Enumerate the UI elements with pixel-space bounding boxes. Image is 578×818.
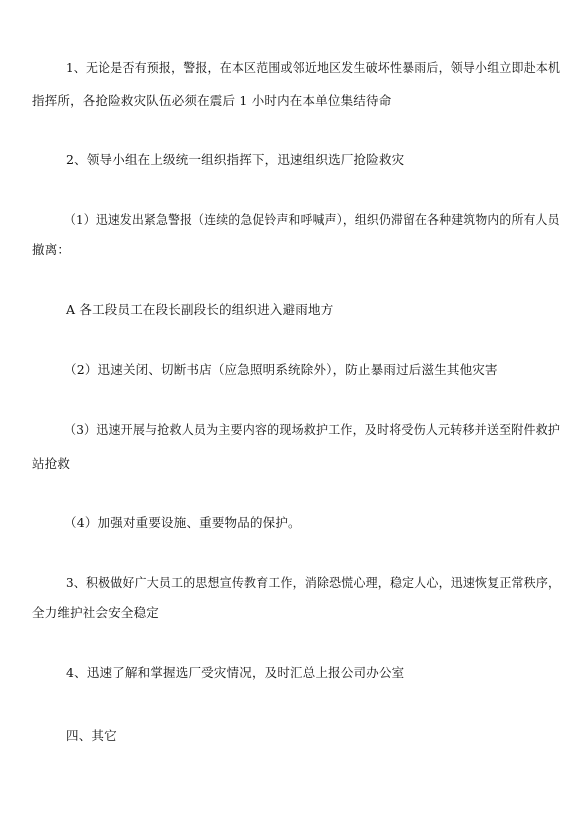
paragraph-2-line-1: 2、领导小组在上级统一组织指挥下，迅速组织选厂抢险救灾 (66, 152, 405, 167)
paragraph-3-line-1: （1）迅速发出紧急警报（连续的急促铃声和呼喊声），组织仍滞留在各种建筑物内的所有人员 (64, 212, 560, 227)
paragraph-3-line-2: 撤离： (32, 242, 71, 257)
paragraph-1-line-1: 1、无论是否有预报，警报，在本区范围或邻近地区发生破坏性暴雨后，领导小组立即赴本机 (66, 60, 561, 75)
paragraph-8-line-2: 全力维护社会安全稳定 (32, 605, 160, 620)
paragraph-8-line-1: 3、积极做好广大员工的思想宣传教育工作，消除恐慌心理，稳定人心，迅速恢复正常秩序， (66, 575, 561, 590)
paragraph-4-line-1: A 各工段员工在段长副段长的组织进入避雨地方 (66, 302, 334, 317)
paragraph-7-line-1: （4）加强对重要设施、重要物品的保护。 (64, 515, 301, 530)
paragraph-5-line-1: （2）迅速关闭、切断书店（应急照明系统除外），防止暴雨过后滋生其他灾害 (64, 362, 498, 377)
section-heading-other: 四、其它 (66, 728, 117, 743)
paragraph-1-line-2: 指挥所，各抢险救灾队伍必须在震后 1 小时内在本单位集结待命 (32, 93, 392, 108)
paragraph-6-line-2: 站抢救 (32, 456, 71, 471)
paragraph-6-line-1: （3）迅速开展与抢救人员为主要内容的现场救护工作，及时将受伤人元转移并送至附件救护 (64, 422, 561, 437)
paragraph-9-line-1: 4、迅速了解和掌握选厂受灾情况，及时汇总上报公司办公室 (66, 665, 405, 680)
